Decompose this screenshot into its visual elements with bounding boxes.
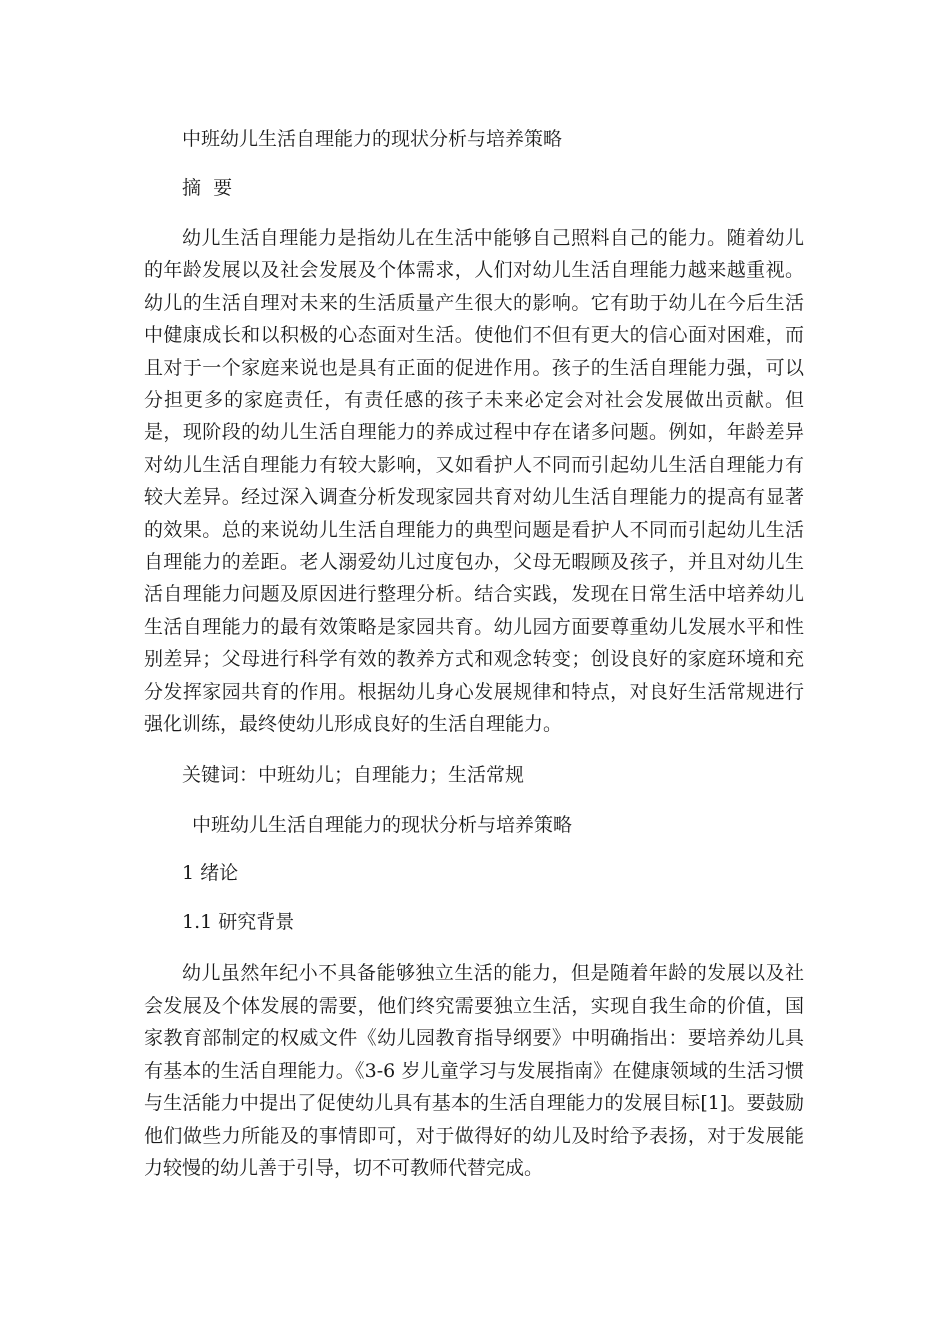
document-title: 中班幼儿生活自理能力的现状分析与培养策略 bbox=[182, 128, 563, 150]
keywords-line: 关键词：中班幼儿；自理能力；生活常规 bbox=[182, 764, 525, 786]
abstract-paragraph: 幼儿生活自理能力是指幼儿在生活中能够自己照料自己的能力。随着幼儿的年龄发展以及社会发展及个体需求，人们对幼儿生活自理能力越来越重视。幼儿的生活自理对未来的生活质量产生很大的影响。它有助于幼儿在今后生活中健康成长和以积极的心态面对生活。使他们不但有更大的信心面对困难，而且对于一个家庭来说也是具有正面的促进作用。孩子的生活自理能力强，可以分担更多的家庭责任，有责任感的孩子未来必定会对社会发展做出贡献。但是，现阶段的幼儿生活自理能力的养成过程中存在诸多问题。例如，年龄差异对幼儿生活自理能力有较大影响，又如看护人不同而引起幼儿生活自理能力有较大差异。经过深入调查分析发现家园共育对幼儿生活自理能力的提高有显著的效果。总的来说幼儿生活自理能力的典型问题是看护人不同而引起幼儿生活自理能力的差距。老人溺爱幼儿过度包办，父母无暇顾及孩子，并且对幼儿生活自理能力问题及原因进行整理分析。结合实践，发现在日常生活中培养幼儿生活自理能力的最有效策略是家园共育。幼儿园方面要尊重幼儿发展水平和性别差异；父母进行科学有效的教养方式和观念转变；创设良好的家庭环境和充分发挥家园共育的作用。根据幼儿身心发展规律和特点，对良好生活常规进行强化训练，最终使幼儿形成良好的生活自理能力。 bbox=[144, 227, 804, 736]
document-title-repeat: 中班幼儿生活自理能力的现状分析与培养策略 bbox=[192, 814, 573, 836]
subsection-heading-background: 1.1 研究背景 bbox=[182, 911, 295, 933]
body-paragraph: 幼儿虽然年纪小不具备能够独立生活的能力，但是随着年龄的发展以及社会发展及个体发展的需要，他们终究需要独立生活，实现自我生命的价值，国家教育部制定的权威文件《幼儿园教育指导纲要》中明确指出：要培养幼儿具有基本的生活自理能力。《3-6 岁儿童学习与发展指南》在健康领域的生活习惯与生活能力中提出了促使幼儿具有基本的生活自理能力的发展目标[1]。要鼓励他们做些力所能及的事情即可，对于做得好的幼儿及时给予表扬，对于发展能力较慢的幼儿善于引导，切不可教师代替完成。 bbox=[144, 962, 804, 1179]
abstract-heading: 摘 要 bbox=[182, 177, 233, 199]
section-heading-introduction: 1 绪论 bbox=[182, 862, 239, 884]
